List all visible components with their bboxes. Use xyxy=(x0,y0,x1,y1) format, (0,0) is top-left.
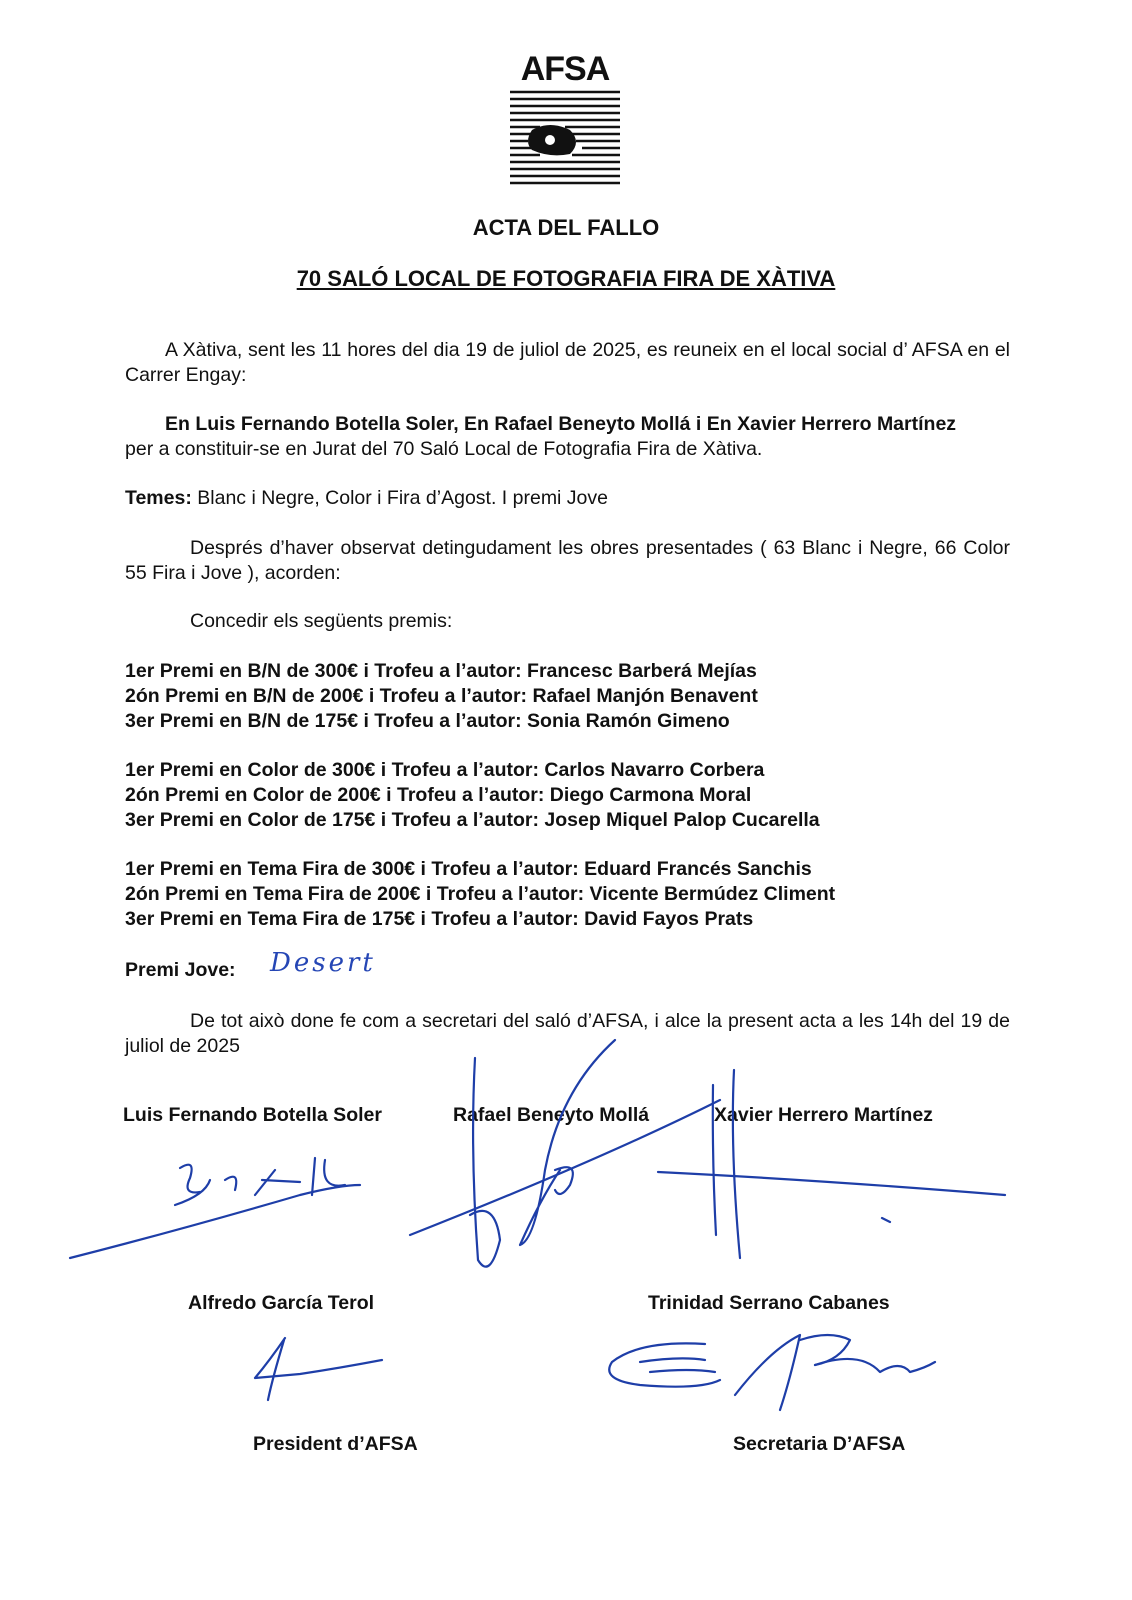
document-title: ACTA DEL FALLO xyxy=(472,215,660,240)
signatory-jury-1: Luis Fernando Botella Soler xyxy=(123,1104,382,1126)
prize-line: 3er Premi en B/N de 175€ i Trofeu a l’autor: Sonia Ramón Gimeno xyxy=(125,710,730,732)
closing-paragraph: De tot això done fe com a secretari del saló d’AFSA, i alce la present acta a les 14h del 19 de juliol de 2025 xyxy=(125,1010,1010,1057)
signature-botella xyxy=(70,1158,360,1258)
observation-paragraph: Després d’haver observat detingudament les obres presentades ( 63 Blanc i Negre, 66 Color 55 Fira i Jove ), acorden: xyxy=(125,537,1010,584)
premi-jove-handwritten: Desert xyxy=(270,948,376,978)
jury-names: En Luis Fernando Botella Soler, En Rafael Beneyto Mollá i En Xavier Herrero Martínez xyxy=(165,413,957,435)
prize-line: 3er Premi en Color de 175€ i Trofeu a l’autor: Josep Miquel Palop Cucarella xyxy=(125,809,820,831)
themes-text: Blanc i Negre, Color i Fira d’Agost. I premi Jove xyxy=(191,487,608,509)
signatory-jury-2: Rafael Beneyto Mollá xyxy=(453,1104,650,1126)
logo-text: AFSA xyxy=(520,50,610,88)
jury-purpose: per a constituir-se en Jurat del 70 Saló Local de Fotografia Fira de Xàtiva. xyxy=(125,438,763,460)
secretary-role: Secretaria D’AFSA xyxy=(733,1433,906,1455)
signatory-secretary-name: Trinidad Serrano Cabanes xyxy=(648,1292,890,1314)
prize-line: 1er Premi en Color de 300€ i Trofeu a l’autor: Carlos Navarro Corbera xyxy=(125,759,765,781)
grant-line: Concedir els següents premis: xyxy=(190,610,453,632)
signature-herrero xyxy=(658,1070,1005,1258)
prize-line: 2ón Premi en Tema Fira de 200€ i Trofeu a l’autor: Vicente Bermúdez Climent xyxy=(125,883,836,905)
signature-secretary xyxy=(609,1335,935,1410)
prize-line: 2ón Premi en Color de 200€ i Trofeu a l’autor: Diego Carmona Moral xyxy=(125,784,752,806)
prize-line: 2ón Premi en B/N de 200€ i Trofeu a l’autor: Rafael Manjón Benavent xyxy=(125,685,758,707)
prize-line: 3er Premi en Tema Fira de 175€ i Trofeu a l’autor: David Fayos Prats xyxy=(125,908,754,930)
prize-line: 1er Premi en Tema Fira de 300€ i Trofeu a l’autor: Eduard Francés Sanchis xyxy=(125,858,812,880)
themes-label: Temes: xyxy=(125,487,192,509)
document-subtitle: 70 SALÓ LOCAL DE FOTOGRAFIA FIRA DE XÀTIVA xyxy=(296,266,836,291)
prize-line: 1er Premi en B/N de 300€ i Trofeu a l’autor: Francesc Barberá Mejías xyxy=(125,660,757,682)
premi-jove-label: Premi Jove: xyxy=(125,959,236,981)
signatory-president-name: Alfredo García Terol xyxy=(188,1292,375,1314)
intro-paragraph: A Xàtiva, sent les 11 hores del dia 19 de juliol de 2025, es reuneix en el local social d’ AFSA en el Carrer Engay: xyxy=(125,339,1010,386)
signatory-jury-3: Xavier Herrero Martínez xyxy=(714,1104,933,1126)
president-role: President d’AFSA xyxy=(253,1433,418,1455)
signature-president xyxy=(255,1338,382,1400)
signature-beneyto xyxy=(410,1040,720,1267)
